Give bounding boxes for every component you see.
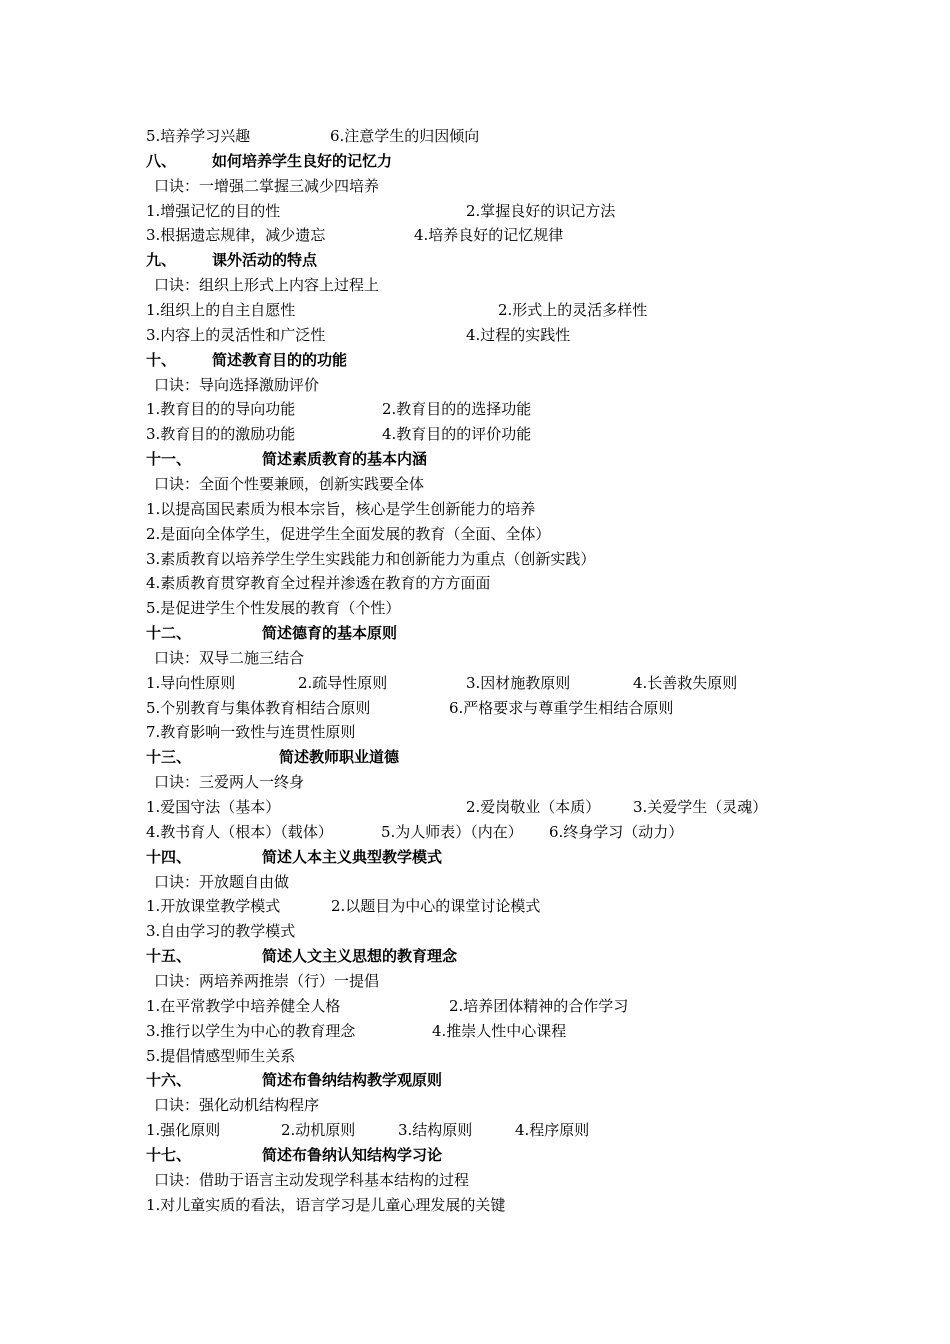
section-heading <box>0 1068 950 1092</box>
list-item: 1.增强记忆的目的性 <box>146 201 281 220</box>
section-title: 简述德育的基本原则 <box>262 624 398 642</box>
section-title: 简述教育目的的功能 <box>212 350 348 369</box>
section-heading <box>0 248 950 272</box>
list-item: 1.以提高国民素质为根本宗旨，核心是学生创新能力的培养 <box>146 499 536 518</box>
list-line <box>0 497 950 521</box>
list-item: 6.终身学习（动力） <box>549 822 684 841</box>
list-item: 3.关爱学生（灵魂） <box>633 798 768 816</box>
section-title: 如何培养学生良好的记忆力 <box>212 151 393 170</box>
list-item: 1.爱国守法（基本） <box>146 798 281 816</box>
list-item: 5.是促进学生个性发展的教育（个性） <box>146 599 401 618</box>
section-number: 十、 <box>146 350 177 369</box>
mnemonic-text: 口诀：一增强二掌握三减少四培养 <box>154 176 380 195</box>
mnemonic-text: 口诀：开放题自由做 <box>154 872 290 891</box>
list-item: 1.导向性原则 <box>146 673 236 692</box>
list-line <box>0 894 950 918</box>
section-number: 十五、 <box>146 947 192 966</box>
mnemonic-line <box>0 770 950 794</box>
list-item: 2.形式上的灵活多样性 <box>498 301 648 319</box>
list-line <box>0 919 950 943</box>
list-item: 3.教育目的的激励功能 <box>146 425 296 444</box>
section-number: 八、 <box>146 151 177 170</box>
list-line <box>0 994 950 1018</box>
list-item: 1.组织上的自主自愿性 <box>146 301 296 319</box>
list-item: 4.过程的实践性 <box>466 325 571 344</box>
mnemonic-text: 口诀：两培养两推崇（行）一提倡 <box>154 971 380 990</box>
section-number: 十七、 <box>146 1145 192 1164</box>
list-line <box>0 596 950 620</box>
list-item: 1.在平常教学中培养健全人格 <box>146 996 341 1015</box>
section-heading <box>0 348 950 372</box>
mnemonic-text: 口诀：导向选择激励评价 <box>154 375 320 394</box>
mnemonic-line <box>0 870 950 894</box>
section-number: 十一、 <box>146 450 192 469</box>
mnemonic-text: 口诀：三爱两人一终身 <box>154 773 305 792</box>
list-item: 4.程序原则 <box>515 1121 590 1139</box>
list-item: 2.以题目为中心的课堂讨论模式 <box>331 897 541 916</box>
section-number: 十四、 <box>146 847 192 866</box>
list-item: 2.疏导性原则 <box>298 673 388 692</box>
list-item: 3.素质教育以培养学生学生实践能力和创新能力为重点（创新实践） <box>146 549 596 568</box>
mnemonic-line <box>0 1168 950 1192</box>
list-line <box>0 323 950 347</box>
section-title: 简述布鲁纳结构教学观原则 <box>262 1071 443 1090</box>
section-heading <box>0 845 950 869</box>
list-item: 4.教书育人（根本）（载体） <box>146 822 333 841</box>
list-item: 3.推行以学生为中心的教育理念 <box>146 1021 356 1040</box>
list-item: 2.动机原则 <box>281 1121 356 1139</box>
mnemonic-line <box>0 174 950 198</box>
list-item: 5.为人师表）（内在） <box>381 822 523 841</box>
list-line <box>0 571 950 595</box>
list-item: 3.结构原则 <box>398 1121 473 1139</box>
mnemonic-text: 口诀：强化动机结构程序 <box>154 1096 320 1115</box>
list-item: 6.严格要求与尊重学生相结合原则 <box>449 698 674 717</box>
list-item: 3.根据遗忘规律，减少遗忘 <box>146 226 326 245</box>
mnemonic-text: 口诀：借助于语言主动发现学科基本结构的过程 <box>154 1170 470 1189</box>
list-line <box>0 1193 950 1217</box>
list-line <box>0 1044 950 1068</box>
mnemonic-line <box>0 969 950 993</box>
section-title: 简述人本主义典型教学模式 <box>262 847 443 866</box>
list-item: 1.开放课堂教学模式 <box>146 897 281 916</box>
list-item: 2.培养团体精神的合作学习 <box>449 996 629 1015</box>
list-line <box>0 124 950 148</box>
section-heading <box>0 944 950 968</box>
mnemonic-line <box>0 273 950 297</box>
list-item: 2.掌握良好的识记方法 <box>466 201 616 220</box>
list-item: 7.教育影响一致性与连贯性原则 <box>146 723 356 742</box>
list-item: 2.爱岗敬业（本质） <box>466 798 601 816</box>
list-line <box>0 422 950 446</box>
list-line <box>0 298 950 322</box>
list-line <box>0 1019 950 1043</box>
section-title: 简述素质教育的基本内涵 <box>262 450 428 469</box>
list-item: 4.长善救失原则 <box>633 673 738 692</box>
list-item: 1.强化原则 <box>146 1121 221 1139</box>
section-title: 课外活动的特点 <box>212 251 318 270</box>
list-line <box>0 547 950 571</box>
section-heading <box>0 149 950 173</box>
list-item: 1.教育目的的导向功能 <box>146 400 296 419</box>
list-item: 2.教育目的的选择功能 <box>382 400 532 419</box>
list-item: 4.素质教育贯穿教育全过程并渗透在教育的方方面面 <box>146 574 491 593</box>
section-title: 简述布鲁纳认知结构学习论 <box>262 1145 443 1164</box>
mnemonic-line <box>0 1093 950 1117</box>
list-item: 6.注意学生的归因倾向 <box>330 127 480 145</box>
list-line <box>0 671 950 695</box>
section-heading <box>0 621 950 645</box>
list-line <box>0 522 950 546</box>
section-heading <box>0 745 950 769</box>
list-line <box>0 223 950 247</box>
list-item: 5.提倡情感型师生关系 <box>146 1046 296 1065</box>
list-item: 4.培养良好的记忆规律 <box>414 226 564 245</box>
list-line <box>0 795 950 819</box>
section-title: 简述教师职业道德 <box>279 748 400 767</box>
list-item: 3.内容上的灵活性和广泛性 <box>146 325 326 344</box>
section-number: 九、 <box>146 251 177 270</box>
list-line <box>0 1118 950 1142</box>
list-item: 3.因材施教原则 <box>466 673 571 692</box>
section-title: 简述人文主义思想的教育理念 <box>262 947 458 966</box>
mnemonic-text: 口诀：双导二施三结合 <box>154 648 305 667</box>
mnemonic-line <box>0 373 950 397</box>
mnemonic-line <box>0 646 950 670</box>
section-heading <box>0 1143 950 1167</box>
list-item: 4.推崇人性中心课程 <box>432 1021 567 1040</box>
list-line <box>0 720 950 744</box>
list-item: 5.个别教育与集体教育相结合原则 <box>146 698 371 717</box>
list-item: 1.对儿童实质的看法，语言学习是儿童心理发展的关键 <box>146 1195 506 1214</box>
list-item: 3.自由学习的教学模式 <box>146 922 296 941</box>
list-line <box>0 820 950 844</box>
mnemonic-text: 口诀：组织上形式上内容上过程上 <box>154 276 380 295</box>
list-item: 4.教育目的的评价功能 <box>382 425 532 444</box>
mnemonic-text: 口诀：全面个性要兼顾，创新实践要全体 <box>154 474 425 493</box>
list-item: 5.培养学习兴趣 <box>146 127 251 145</box>
section-number: 十六、 <box>146 1071 192 1090</box>
section-number: 十二、 <box>146 624 192 642</box>
mnemonic-line <box>0 472 950 496</box>
section-heading <box>0 447 950 471</box>
list-line <box>0 696 950 720</box>
list-line <box>0 199 950 223</box>
section-number: 十三、 <box>146 748 192 767</box>
list-item: 2.是面向全体学生，促进学生全面发展的教育（全面、全体） <box>146 524 551 543</box>
list-line <box>0 397 950 421</box>
